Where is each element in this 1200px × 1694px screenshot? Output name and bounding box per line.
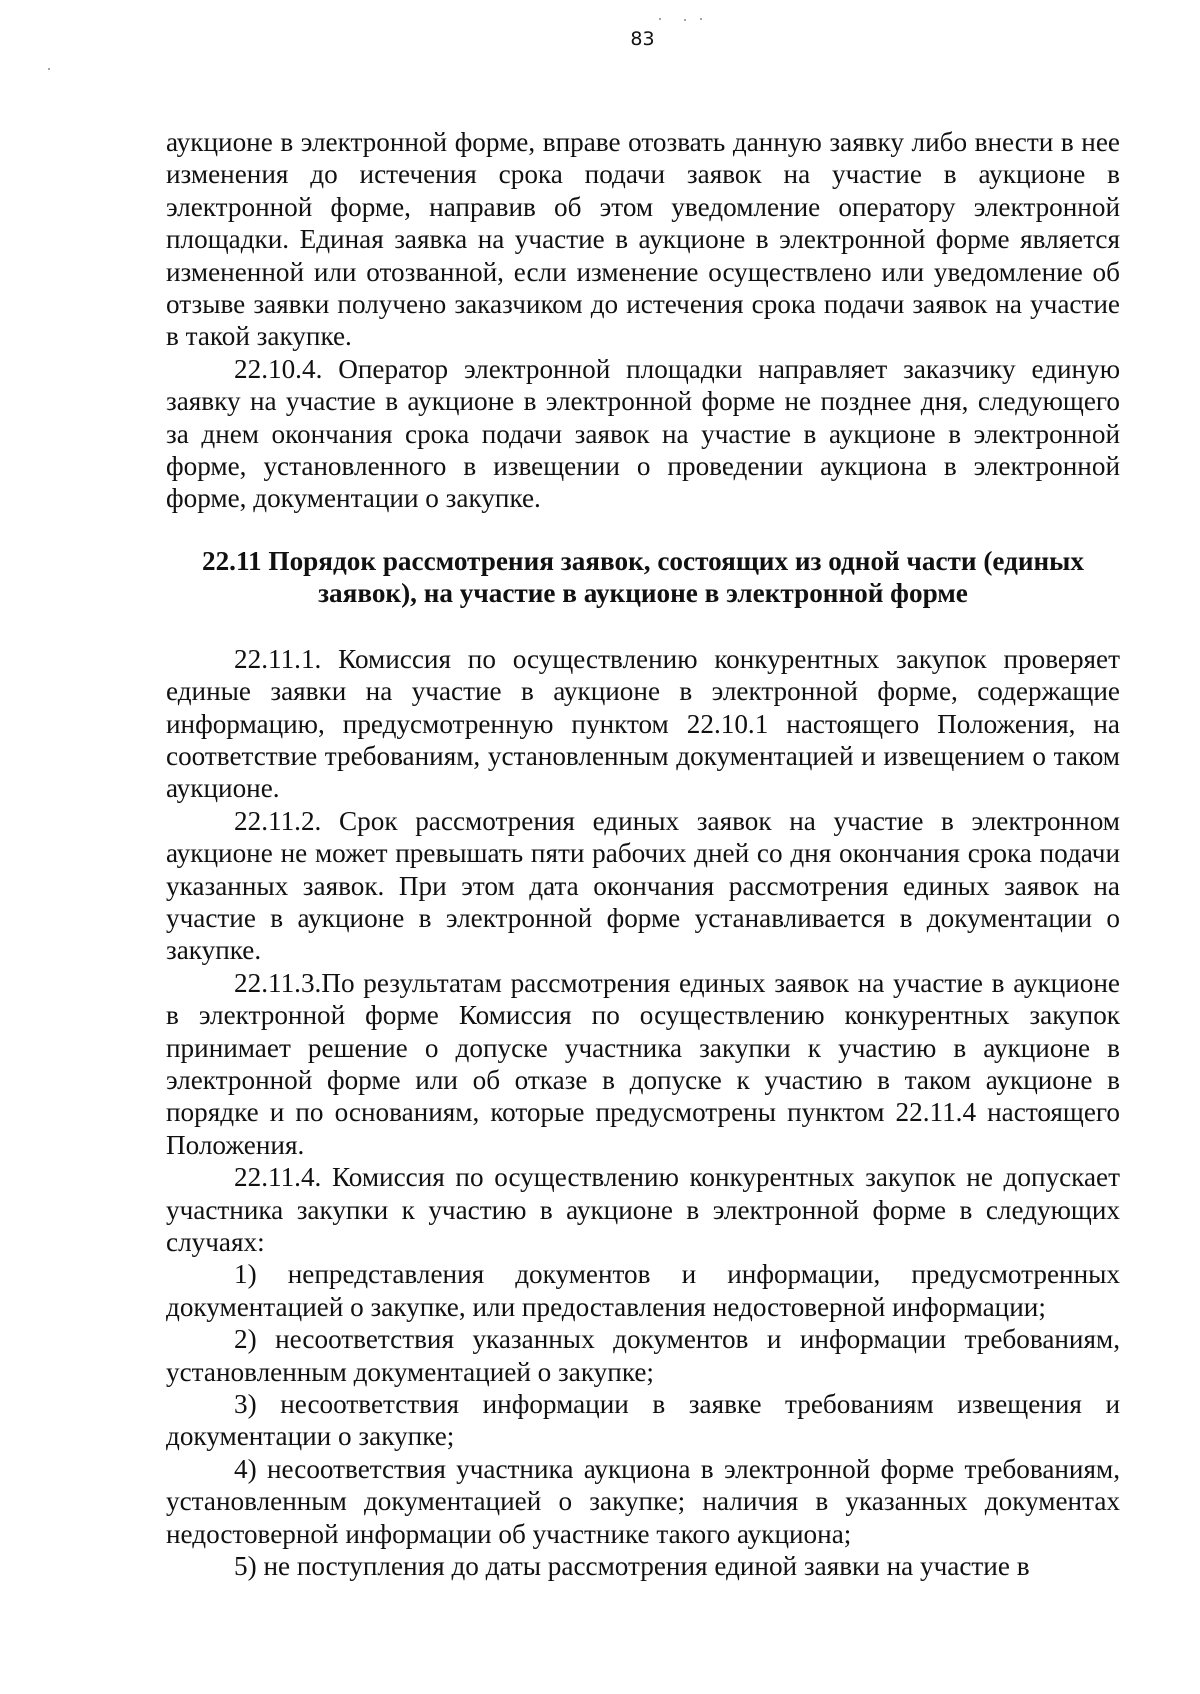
section-heading-22-11: 22.11 Порядок рассмотрения заявок, состоящих из одной части (единых заявок), на участие в аукционе в электронной форме xyxy=(201,545,1085,609)
paragraph-22-10-4: 22.10.4. Оператор электронной площадки направляет заказчику единую заявку на участие в аукционе в электронной форме не позднее дня, следующего за днем окончания срока подачи заявок на участие в аукционе в электронной форме, установленного в извещении о проведении аукциона в электронной форме, документации о закупке. xyxy=(166,353,1120,514)
paragraph-22-11-1: 22.11.1. Комиссия по осуществлению конкурентных закупок проверяет единые заявки на участие в аукционе в электронной форме, содержащие информацию, предусмотренную пунктом 22.10.1 настоящего Положения, на соответствие требованиям, установленным документацией и извещением о таком аукционе. xyxy=(166,643,1120,804)
scan-speck xyxy=(700,18,702,20)
paragraph-22-11-2: 22.11.2. Срок рассмотрения единых заявок на участие в электронном аукционе не может превышать пяти рабочих дней со дня окончания срока подачи указанных заявок. При этом дата окончания рассмотрения единых заявок на участие в аукционе в электронной форме устанавливается в документации о закупке. xyxy=(166,805,1120,966)
scan-speck xyxy=(684,19,686,21)
scan-speck xyxy=(48,68,50,70)
page-number: 83 xyxy=(630,28,655,50)
document-body xyxy=(166,126,1120,1582)
paragraph: аукционе в электронной форме, вправе отозвать данную заявку либо внести в нее изменения до истечения срока подачи заявок на участие в аукционе в электронной форме, направив об этом уведомление оператору электронной площадки. Единая заявка на участие в аукционе в электронной форме является измененной или отозванной, если изменение осуществлено или уведомление об отзыве заявки получено заказчиком до истечения срока подачи заявок на участие в такой закупке. xyxy=(166,127,1120,352)
scan-speck xyxy=(659,18,661,20)
list-item-3: 3) несоответствия информации в заявке требованиям извещения и документации о закупке; xyxy=(166,1389,1120,1452)
list-item-1: 1) непредставления документов и информации, предусмотренных документацией о закупке, или предоставления недостоверной информации; xyxy=(166,1259,1120,1322)
paragraph-22-11-4: 22.11.4. Комиссия по осуществлению конкурентных закупок не допускает участника закупки к участию в аукционе в электронной форме в следующих случаях: xyxy=(166,1162,1120,1257)
list-item-2: 2) несоответствия указанных документов и информации требованиям, установленным документацией о закупке; xyxy=(166,1324,1120,1387)
paragraph-22-11-3: 22.11.3.По результатам рассмотрения единых заявок на участие в аукционе в электронной форме Комиссия по осуществлению конкурентных закупок принимает решение о допуске участника закупки к участию в аукционе в электронной форме или об отказе в допуске к участию в таком аукционе в порядке и по основаниям, которые предусмотрены пунктом 22.11.4 настоящего Положения. xyxy=(166,967,1120,1160)
list-item-4: 4) несоответствия участника аукциона в электронной форме требованиям, установленным документацией о закупке; наличия в указанных документах недостоверной информации об участнике такого аукциона; xyxy=(166,1453,1120,1549)
list-item-5: 5) не поступления до даты рассмотрения единой заявки на участие в xyxy=(234,1551,1030,1582)
